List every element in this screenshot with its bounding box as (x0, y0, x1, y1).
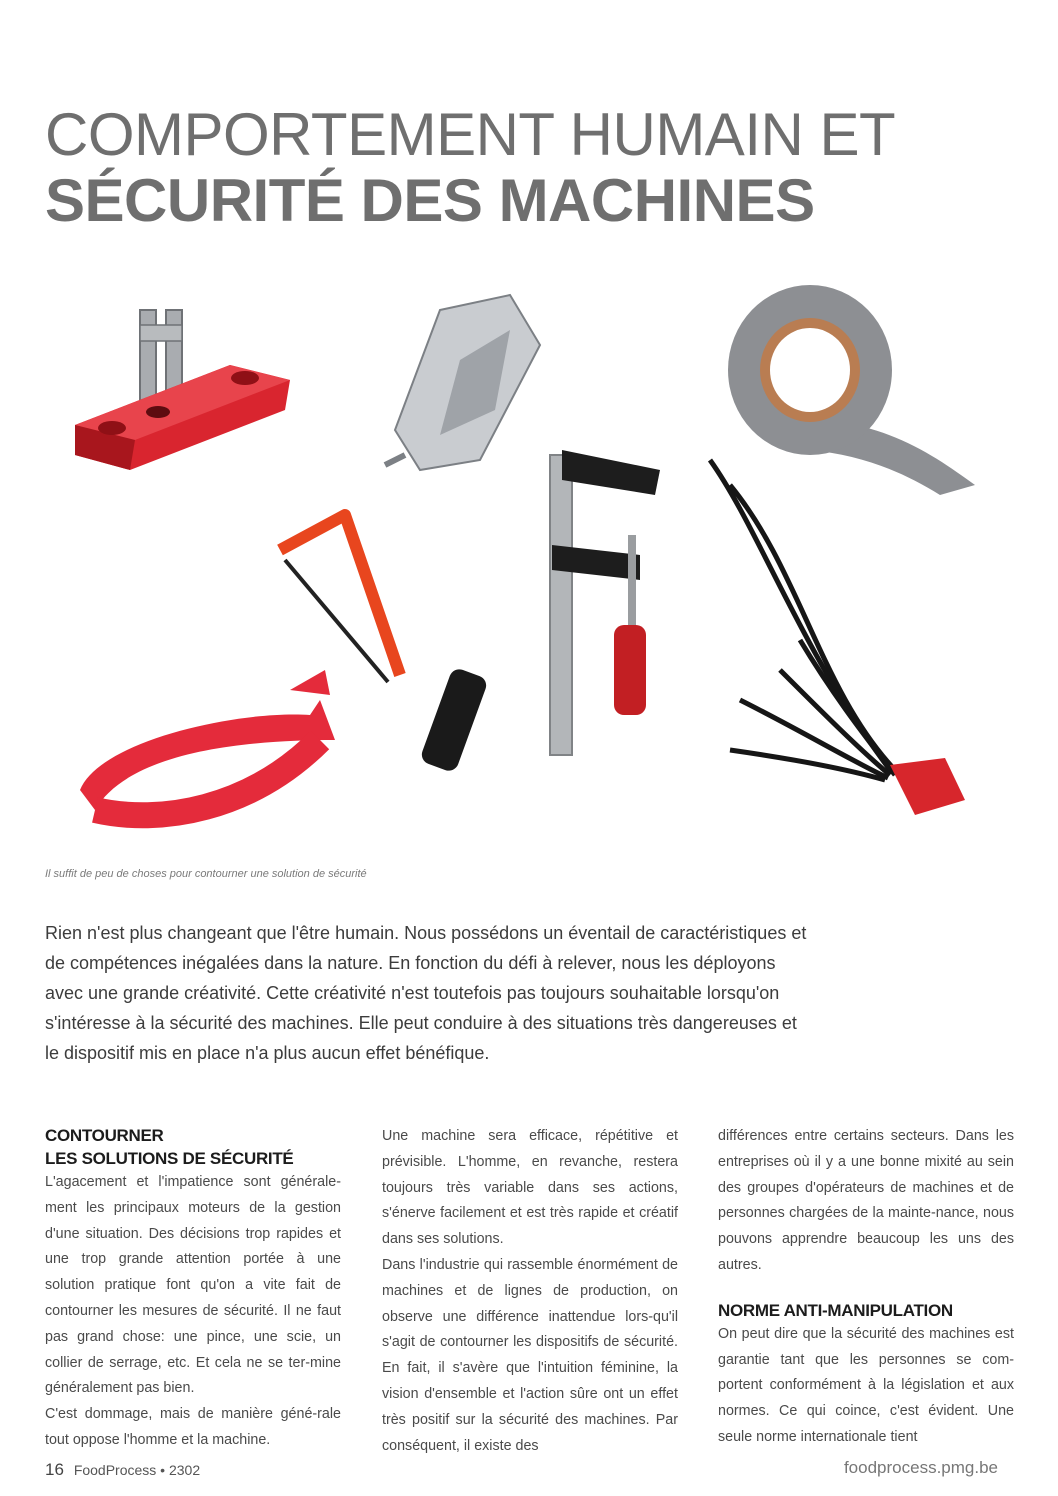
page-title (45, 101, 1025, 234)
footer-left (45, 1460, 200, 1480)
paragraph: Une machine sera efficace, répétitive et prévisible. L'homme, en revanche, restera toujours très variable dans ses actions, s'énerve facilement et est très rapide et créatif dans ses solutions. (382, 1128, 678, 1248)
column-2 (382, 1124, 678, 1459)
paragraph: On peut dire que la sécurité des machines est garantie tant que les personnes se com-portent conformément à la législation et aux normes. Ce qui coince, c'est évident. Une seule norme internationale tient (718, 1325, 1014, 1445)
pliers-icon (385, 295, 540, 470)
clamp-icon (550, 450, 660, 755)
intro-paragraph: Rien n'est plus changeant que l'être humain. Nous possédons un éventail de caractéristiques et de compétences inégalées dans la nature. En fonction du défi à relever, nous les déployons avec une grande créativité. Cette créativité n'est toutefois pas toujours souhaitable lorsqu'on s'intéresse à la sécurité des machines. Elle peut conduire à des situations très dangereuses et le dispositif mis en place n'a plus aucun effet bénéfique. (45, 923, 807, 1063)
page-number: 16 (45, 1460, 64, 1479)
title-line-1: COMPORTEMENT HUMAIN ET (45, 101, 896, 168)
figure-caption: Il suffit de peu de choses pour contourner une solution de sécurité (45, 868, 367, 880)
section-heading-contourner (45, 1124, 341, 1170)
publication-name: FoodProcess • 2302 (73, 1462, 201, 1478)
safety-key-icon (75, 310, 290, 470)
paragraph: différences entre certains secteurs. Dans les entreprises où il y a une bonne mixité au sein des groupes d'opérateurs de machines et de personnes chargées de la mainte-nance, nous pouvons apprendre beaucoup les uns des autres. (718, 1128, 1014, 1273)
column-1 (45, 1124, 341, 1454)
cable-tie-icon (80, 670, 335, 815)
heading-line-1: CONTOURNER (45, 1126, 164, 1145)
wires-connector-icon (710, 460, 965, 815)
duct-tape-icon (728, 285, 975, 495)
section-heading-norme: NORME ANTI-MANIPULATION (718, 1300, 953, 1320)
column-3 (718, 1124, 1014, 1451)
paragraph: Dans l'industrie qui rassemble énormément de machines et de lignes de production, on observe une différence inattendue lors-qu'il s'agit de contourner les dispositifs de sécurité. En fait, il s'avère que l'intuition féminine, la vision d'ensemble et l'action sûre ont un effet très positif sur la sécurité des machines. Par conséquent, il existe des (382, 1256, 678, 1454)
website-link[interactable]: foodprocess.pmg.be (843, 1458, 998, 1477)
paragraph: L'agacement et l'impatience sont générale-ment les principaux moteurs de la gestion d'une situation. Des décisions trop rapides et une trop grande attention portée à une solution pratique font qu'on a vite fait de contourner les mesures de sécurité. Il ne faut pas grand chose: une pince, une scie, un collier de serrage, etc. Et cela ne se ter-mine généralement pas bien. (45, 1174, 341, 1397)
paragraph: C'est dommage, mais de manière géné-rale tout oppose l'homme et la machine. (45, 1406, 341, 1448)
tools-photo (40, 270, 1020, 870)
title-line-2: SÉCURITÉ DES MACHINES (45, 167, 815, 234)
heading-line-2: LES SOLUTIONS DE SÉCURITÉ (45, 1149, 294, 1168)
